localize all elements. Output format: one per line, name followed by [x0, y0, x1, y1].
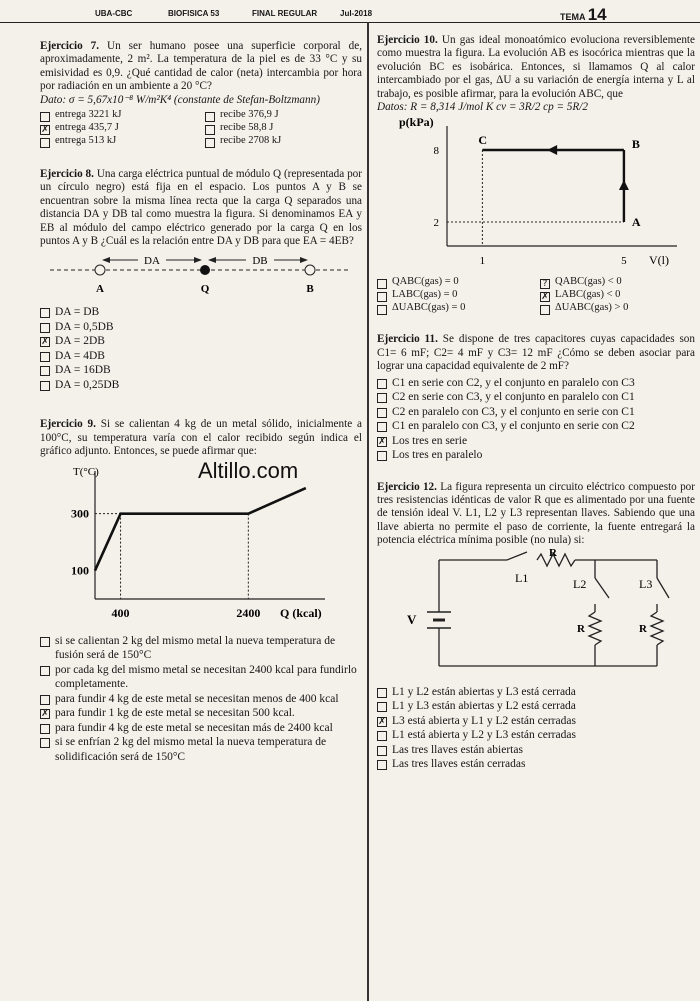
a-label: A	[96, 283, 104, 296]
ex8-option-6[interactable]	[40, 378, 362, 393]
x-axis-label: Q (kcal)	[280, 605, 322, 620]
checkbox[interactable]	[377, 688, 387, 698]
y-tick-label: 300	[71, 506, 89, 521]
checkbox[interactable]	[377, 422, 387, 432]
checkbox[interactable]	[377, 305, 387, 315]
institution: UBA-CBC	[95, 9, 133, 18]
right-column	[377, 34, 695, 772]
y-tick-label: 100	[71, 563, 89, 578]
x-axis-label: V(l)	[649, 253, 669, 268]
ex9-option-1[interactable]	[40, 634, 362, 663]
r-middle-label: R	[577, 622, 585, 635]
option-label: Las tres llaves están abiertas	[392, 743, 523, 756]
exercise-8	[40, 168, 362, 392]
option-label: DA = 2DB	[55, 335, 105, 348]
checkbox[interactable]: ✗	[41, 709, 49, 720]
option-label: para fundir 4 kg de este metal se necesitan más de 2400 kcal	[55, 721, 333, 734]
ex11-option-3[interactable]	[377, 405, 695, 420]
exercise-10-text: Un gas ideal monoatómico evoluciona reversiblemente como muestra la figura. La evolución AB es isocórica mientras que la evolución BC es isobárica. Entonces, si llamamos Q al calor intercambiado por el gas, ΔU a su variación de energía interna y L al trabajo, es posible afirmar, para la evolución ABC, que	[377, 34, 695, 100]
column-divider	[367, 22, 369, 1001]
option-label: ΔUABC(gas) = 0	[392, 302, 466, 314]
checkbox[interactable]	[377, 379, 387, 389]
x-tick-label: 5	[621, 255, 627, 268]
exercise-12	[377, 481, 695, 772]
option-label: DA = 16DB	[55, 364, 111, 377]
ex7-option-6[interactable]	[205, 135, 362, 148]
checkbox[interactable]	[40, 695, 50, 705]
exercise-10	[377, 34, 695, 315]
option-label: entrega 513 kJ	[55, 135, 117, 147]
exam-type: FINAL REGULAR	[252, 9, 318, 18]
option-label: Las tres llaves están cerradas	[392, 758, 526, 771]
checkbox[interactable]	[377, 393, 387, 403]
exercise-9-text: Si se calientan 4 kg de un metal sólido, inicialmente a 100°C, su temperatura varía con el calor recibido según indica el gráfico adjunto. Entonces, se puede afirmar que:	[40, 418, 362, 458]
checkbox[interactable]: ✗	[378, 716, 386, 727]
y-tick-label: 2	[433, 217, 439, 230]
option-label: entrega 435,7 J	[55, 122, 119, 134]
checkbox[interactable]	[540, 305, 550, 315]
option-label: si se calientan 2 kg del mismo metal la nueva temperatura de fusión será de 150°C	[55, 634, 336, 662]
checkbox[interactable]: ✗	[41, 337, 49, 348]
option-label: para fundir 1 kg de este metal se necesitan 500 kcal.	[55, 707, 295, 720]
exam-header	[0, 0, 700, 23]
ex10-option-6[interactable]	[540, 302, 695, 315]
exercise-10-data: Datos: R = 8,314 J/mol K cv = 3R/2 cp = 5R/2	[377, 101, 588, 114]
ex11-option-2[interactable]	[377, 390, 695, 405]
exercise-8-text: Una carga eléctrica puntual de módulo Q (representada por un círculo negro) está fija en el espacio. Los puntos A y B se encuentran sobre la misma línea recta que la carga Q separados una distancia DA y DB tal como muestra la figura. Si denominamos EA y EB al módulo del campo eléctrico generado por la carga Q en los puntos A y B ¿Cuál es la relación entre DA y DB para que EA = 4EB?	[40, 168, 362, 248]
temperature-line	[95, 488, 306, 570]
ex10-option-5[interactable]	[377, 302, 532, 315]
option-label: recibe 376,9 J	[220, 109, 279, 121]
checkbox[interactable]	[40, 323, 50, 333]
ex7-option-1[interactable]	[40, 109, 197, 122]
checkbox[interactable]	[40, 352, 50, 362]
option-label: LABC(gas) < 0	[555, 289, 621, 301]
point-b	[305, 265, 315, 275]
option-label: L1 y L3 están abiertas y L2 está cerrada	[392, 700, 576, 713]
exercise-9-title: Ejercicio 9.	[40, 418, 96, 431]
option-label: DA = 0,25DB	[55, 378, 120, 391]
ex9-option-2[interactable]	[40, 663, 362, 692]
ex9-option-6[interactable]	[40, 735, 362, 764]
option-label: L1 está abierta y L2 y L3 están cerradas	[392, 729, 576, 742]
option-label: DA = 4DB	[55, 349, 105, 362]
subject: BIOFISICA 53	[168, 9, 220, 18]
left-column	[40, 40, 362, 764]
option-label: por cada kg del mismo metal se necesitan 2400 kcal para fundirlo completamente.	[55, 663, 357, 691]
exercise-11-options	[377, 376, 695, 463]
exercise-12-options	[377, 685, 695, 772]
ex10-option-1[interactable]	[377, 276, 532, 289]
ex10-option-4[interactable]	[540, 289, 695, 302]
l2-label: L2	[573, 576, 587, 591]
v-label: V	[407, 611, 417, 627]
option-label: C2 en serie con C3, y el conjunto en paralelo con C1	[392, 391, 635, 404]
option-label: C2 en paralelo con C3, y el conjunto en serie con C1	[392, 405, 635, 418]
ex8-option-5[interactable]	[40, 363, 362, 378]
r-right-label: R	[639, 622, 647, 635]
checkbox[interactable]	[377, 760, 387, 770]
option-label: C1 en paralelo con C3, y el conjunto en serie con C2	[392, 420, 635, 433]
checkbox[interactable]: ✗	[41, 125, 49, 136]
ex8-option-1[interactable]	[40, 305, 362, 320]
ex10-option-2[interactable]	[540, 276, 695, 289]
exercise-7-options	[40, 109, 362, 148]
tema-number: 14	[587, 5, 607, 24]
option-label: Los tres en serie	[392, 434, 468, 447]
tema	[560, 5, 607, 25]
y-axis-label: T(°C)	[73, 465, 99, 478]
checkbox[interactable]	[377, 451, 387, 461]
ex9-option-3[interactable]	[40, 692, 362, 707]
x-tick-label: 2400	[236, 605, 261, 620]
option-label: C1 en serie con C2, y el conjunto en paralelo con C3	[392, 376, 635, 389]
option-label: ΔUABC(gas) > 0	[555, 302, 629, 314]
checkbox[interactable]	[205, 138, 215, 148]
exercise-7	[40, 40, 362, 148]
checkbox[interactable]	[40, 666, 50, 676]
x-tick-label: 400	[111, 605, 130, 620]
checkbox[interactable]	[377, 279, 387, 289]
exercise-10-title: Ejercicio 10.	[377, 34, 438, 46]
checkbox[interactable]	[40, 366, 50, 376]
ex12-option-6[interactable]	[377, 757, 695, 772]
process-bc-arrow	[547, 145, 557, 155]
checkbox[interactable]	[40, 637, 50, 647]
ex12-option-1[interactable]	[377, 685, 695, 700]
l1-label: L1	[515, 570, 529, 585]
r-top-label: R	[549, 547, 557, 559]
ex12-option-3[interactable]	[377, 714, 695, 729]
y-axis-label: p(kPa)	[399, 115, 434, 130]
ex8-option-3[interactable]	[40, 334, 362, 349]
exercise-11	[377, 333, 695, 462]
checkbox[interactable]	[377, 292, 387, 302]
option-label: entrega 3221 kJ	[55, 109, 122, 121]
option-label: para fundir 4 kg de este metal se necesitan menos de 400 kcal	[55, 692, 339, 705]
db-label: DB	[252, 255, 268, 268]
tema-label: TEMA	[560, 12, 586, 22]
ex7-option-2[interactable]	[205, 109, 362, 122]
ex11-option-5[interactable]	[377, 434, 695, 449]
ex7-option-4[interactable]	[205, 122, 362, 135]
ex8-option-2[interactable]	[40, 320, 362, 335]
process-ab-arrow	[619, 180, 629, 190]
ex7-option-3[interactable]	[40, 122, 197, 135]
exercise-8-options	[40, 305, 362, 392]
charge-q	[200, 265, 210, 275]
q-label: Q	[200, 283, 210, 296]
exercise-12-text: La figura representa un circuito eléctrico compuesto por tres resistencias idénticas de valor R que es alimentado por una fuente de tensión ideal V. L1, L2 y L3 representan llaves. Sabiendo que una llave abierta no permite el paso de corriente, la fuente entregará la potencia eléctrica mínima posible (no nula) si:	[377, 480, 695, 547]
b-label: B	[306, 283, 314, 296]
ex11-option-1[interactable]	[377, 376, 695, 391]
point-b-label: B	[631, 137, 640, 152]
point-c-label: C	[478, 133, 488, 148]
ex11-option-6[interactable]	[377, 448, 695, 463]
pv-diagram	[377, 114, 695, 269]
exam-date: Jul-2018	[340, 9, 373, 18]
checkbox[interactable]	[377, 702, 387, 712]
option-label: QABC(gas) = 0	[392, 276, 459, 288]
option-label: recibe 2708 kJ	[220, 135, 282, 147]
checkbox[interactable]	[40, 112, 50, 122]
exercise-10-options	[377, 276, 695, 315]
resistor-middle	[589, 612, 601, 645]
checkbox[interactable]	[40, 724, 50, 734]
option-label: recibe 58,8 J	[220, 122, 274, 134]
exercise-11-text: Se dispone de tres capacitores cuyas capacidades son C1= 6 mF; C2= 4 mF y C3= 12 mF ¿Cómo se deben asociar para lograr una capacidad equivalente de 2 mF?	[377, 333, 695, 373]
point-a	[95, 265, 105, 275]
ex9-option-5[interactable]	[40, 721, 362, 736]
option-label: si se enfrían 2 kg del mismo metal la nueva temperatura de solidificación será de 150°C	[55, 736, 327, 763]
option-label: L1 y L2 están abiertas y L3 está cerrada	[392, 685, 576, 698]
circuit-figure	[377, 548, 695, 678]
exercise-12-title: Ejercicio 12.	[377, 480, 437, 493]
option-label: LABC(gas) = 0	[392, 289, 458, 301]
da-label: DA	[144, 255, 160, 268]
exercise-11-title: Ejercicio 11.	[377, 333, 438, 346]
exercise-7-data: Dato: σ = 5,67x10⁻⁸ W/m²K⁴ (constante de Stefan-Boltzmann)	[40, 93, 320, 106]
checkbox[interactable]	[205, 125, 215, 135]
watermark: Altillo.com	[198, 458, 299, 483]
ex12-option-2[interactable]	[377, 699, 695, 714]
checkbox[interactable]: ✗	[378, 436, 386, 447]
checkbox[interactable]	[377, 408, 387, 418]
ex8-option-4[interactable]	[40, 349, 362, 364]
point-a-label: A	[631, 215, 641, 230]
ex7-option-5[interactable]	[40, 135, 197, 148]
ex10-option-3[interactable]	[377, 289, 532, 302]
checkbox[interactable]	[40, 738, 50, 748]
checkbox[interactable]	[377, 746, 387, 756]
y-tick-label: 8	[433, 145, 439, 158]
ex12-option-4[interactable]	[377, 728, 695, 743]
checkbox[interactable]: ?	[540, 279, 550, 289]
checkbox[interactable]	[40, 138, 50, 148]
exercise-9-options	[40, 634, 362, 765]
checkbox[interactable]: ✗	[541, 292, 549, 303]
option-label: DA = 0,5DB	[55, 320, 114, 333]
option-label: QABC(gas) < 0	[555, 276, 622, 288]
checkbox[interactable]	[205, 112, 215, 122]
ex9-option-4[interactable]	[40, 706, 362, 721]
checkbox[interactable]	[40, 381, 50, 391]
l3-label: L3	[639, 576, 653, 591]
option-label: Los tres en paralelo	[392, 449, 483, 462]
charge-figure	[40, 248, 362, 300]
ex11-option-4[interactable]	[377, 419, 695, 434]
option-label: DA = DB	[55, 306, 100, 319]
x-tick-label: 1	[479, 255, 486, 268]
checkbox[interactable]	[40, 308, 50, 318]
exercise-7-text: Un ser humano posee una superficie corporal de, aproximadamente, 2 m². La temperatura de la piel es de 33 °C y su emisividad es 0,9. ¿Qué cantidad de calor (neta) intercambia por hora por radiación en un ambiente a 20 °C?	[40, 40, 362, 93]
option-label: L3 está abierta y L1 y L2 están cerradas	[392, 714, 576, 727]
exercise-7-title: Ejercicio 7.	[40, 40, 100, 52]
ex12-option-5[interactable]	[377, 743, 695, 758]
resistor-right	[651, 612, 663, 645]
exercise-8-title: Ejercicio 8.	[40, 168, 94, 181]
checkbox[interactable]	[377, 731, 387, 741]
